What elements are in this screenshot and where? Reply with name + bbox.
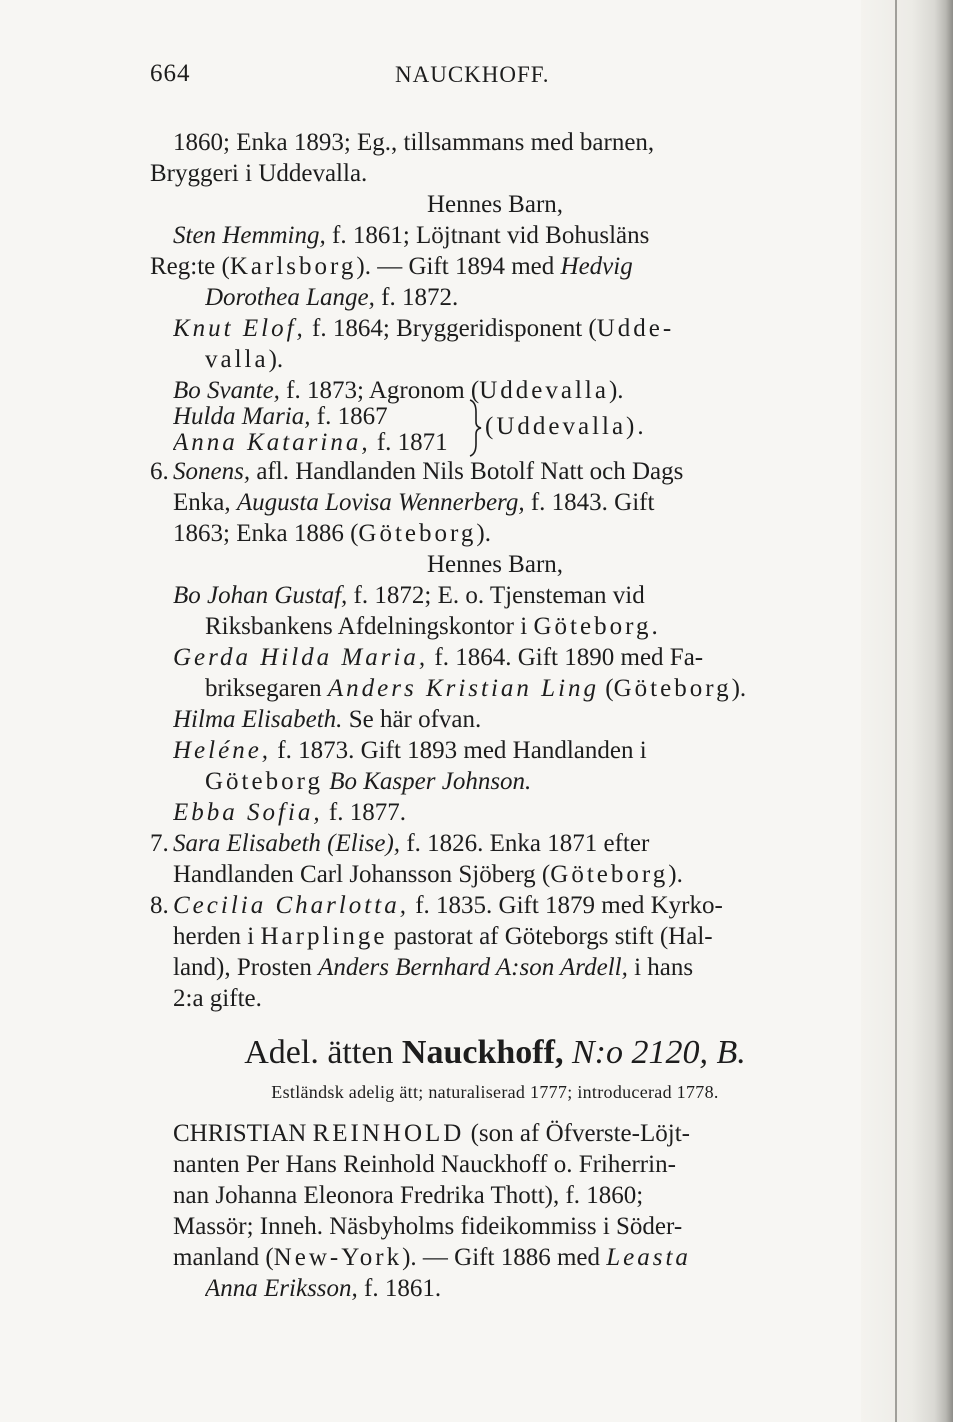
text: N:o 2120, B. [563, 1034, 746, 1071]
text-line [173, 983, 843, 1014]
text-line [173, 1242, 843, 1273]
text: nanten Per Hans Reinhold Nauckhoff o. Friherrin- [173, 1151, 676, 1178]
text-line [173, 1180, 843, 1211]
text-line [205, 673, 875, 704]
text-line [173, 1149, 843, 1180]
text-line [173, 127, 843, 158]
text: Bryggeri i Uddevalla. [150, 160, 368, 187]
text: ). [608, 377, 624, 404]
text: Massör; Inneh. Näsbyholms fideikommiss i Söder- [173, 1213, 683, 1240]
text: pastorat af Göteborgs stift (Hal- [387, 923, 713, 950]
text: 7. [150, 830, 169, 857]
text: Reg:te ( [150, 253, 230, 280]
brace-icon [468, 398, 482, 458]
text-line [173, 828, 843, 859]
text: i hans [627, 954, 694, 981]
family-name: Nauckhoff, [401, 1034, 564, 1071]
text-line [173, 1118, 843, 1149]
text-line [173, 921, 843, 952]
person-name: Anna Katarina, [173, 429, 371, 456]
text: f. 1873. Gift 1893 med Handlanden i [271, 737, 647, 764]
person-name: Knut Elof, [173, 315, 306, 342]
text-line [173, 704, 843, 735]
person-name: Bo Johan Gustaf, [173, 582, 348, 609]
person-name: Sara Elisabeth (Elise), [173, 830, 401, 857]
person-name: Dorothea Lange, [205, 284, 375, 311]
text-line [173, 890, 843, 921]
person-name: CHRISTIAN [173, 1120, 313, 1147]
text-line [150, 158, 820, 189]
text: afl. Handlanden Nils Botolf Natt och Dags [250, 458, 684, 485]
text: f. 1872; E. o. Tjensteman vid [347, 582, 645, 609]
place-name: Karlsborg [229, 253, 357, 280]
person-name: Sonens, [173, 458, 251, 485]
text: briksegaren [205, 675, 328, 702]
person-name: Anders Bernhard A:son Ardell, [318, 954, 628, 981]
text: f. 1872. [374, 284, 459, 311]
text: Estländsk adelig ätt; naturaliserad 1777; introducerad 1778. [271, 1082, 719, 1102]
text-line [205, 1273, 875, 1304]
text-line [173, 220, 843, 251]
person-name: Hulda Maria, [173, 403, 311, 430]
section-heading [150, 549, 840, 580]
text-line [173, 797, 843, 828]
text: ). — Gift 1886 med [402, 1244, 607, 1271]
text: 1860; Enka 1893; Eg., tillsammans med barnen, [173, 129, 655, 156]
place-name: Uddevalla [479, 377, 609, 404]
text: f. 1877. [322, 799, 406, 826]
text-line [173, 952, 843, 983]
text-line [173, 580, 843, 611]
place-name: Göteborg [550, 861, 669, 888]
text: Hennes Barn, [426, 191, 564, 218]
place-name: Harplinge [260, 923, 388, 950]
text-line [150, 251, 820, 282]
text: ). [268, 346, 284, 373]
place-name: Udde- [596, 315, 675, 342]
place-name: Göteborg [205, 768, 323, 795]
person-name: REINHOLD [312, 1120, 465, 1147]
text-line [173, 642, 843, 673]
person-name: Bo Svante, [173, 377, 280, 404]
section-heading [150, 189, 840, 220]
place-name: Göteborg [613, 675, 732, 702]
person-name: Hedvig [560, 253, 633, 280]
text: manland ( [173, 1244, 274, 1271]
text-line [205, 611, 875, 642]
text-line [173, 456, 843, 487]
text: Handlanden Carl Johansson Sjöberg ( [173, 861, 551, 888]
text: Riksbankens Afdelningskontor i [205, 613, 534, 640]
text: 2:a gifte. [173, 985, 262, 1012]
text: Se här ofvan. [342, 706, 482, 733]
text-line [205, 282, 875, 313]
text-line [173, 859, 843, 890]
text: f. 1873; Agronom ( [279, 377, 480, 404]
text-line [173, 313, 843, 344]
place-name: valla [205, 346, 269, 373]
person-name: Ebba Sofia, [173, 799, 323, 826]
text: ). — Gift 1894 med [356, 253, 561, 280]
person-name: Anders Kristian Ling [327, 675, 600, 702]
text: f. 1867 [310, 403, 388, 430]
entry-number [150, 828, 174, 859]
text: f. 1864; Bryggeridisponent ( [305, 315, 597, 342]
place-name: Göteborg [358, 520, 477, 547]
text: 6. [150, 458, 169, 485]
text: f. 1843. Gift [524, 489, 655, 516]
text: 1863; Enka 1886 ( [173, 520, 359, 547]
place-name: (Uddevalla). [485, 413, 647, 440]
text: land), Prosten [173, 954, 319, 981]
brace-text [485, 411, 647, 442]
family-title [150, 1033, 840, 1073]
text: f. 1864. Gift 1890 med Fa- [428, 644, 704, 671]
text-line [173, 487, 843, 518]
person-name: Anna Eriksson, [205, 1275, 358, 1302]
text: f. 1871 [370, 429, 448, 456]
page-header [150, 60, 830, 96]
binding-line [895, 0, 897, 1422]
text: (son af Öfverste-Löjt- [464, 1120, 690, 1147]
text: herden i [173, 923, 261, 950]
text: Hennes Barn, [426, 551, 564, 578]
place-name: Göteborg [533, 613, 652, 640]
page-edge-shadow [861, 0, 953, 1422]
person-name: Heléne, [173, 737, 272, 764]
person-name: Bo Kasper Johnson. [329, 768, 532, 795]
place-name: New-York [273, 1244, 403, 1271]
text: . [651, 613, 658, 640]
person-name: Hilma Elisabeth. [173, 706, 343, 733]
text: f. 1861; Löjtnant vid Bohusläns [325, 222, 650, 249]
family-subtitle [150, 1080, 840, 1104]
text: ). [731, 675, 747, 702]
text-line [205, 766, 875, 797]
person-name: Gerda Hilda Maria, [173, 644, 429, 671]
text: Adel. ätten [244, 1034, 402, 1071]
running-title: NAUCKHOFF. [395, 62, 550, 87]
person-name: Leasta [606, 1244, 691, 1271]
person-name: Cecilia Charlotta, [173, 892, 409, 919]
text: 8. [150, 892, 169, 919]
text: ). [668, 861, 683, 888]
text: nan Johanna Eleonora Fredrika Thott), f. 1860; [173, 1182, 644, 1209]
text: f. 1861. [357, 1275, 442, 1302]
entry-number [150, 890, 174, 921]
text: ). [476, 520, 491, 547]
text: Enka, [173, 489, 237, 516]
text-line [173, 427, 473, 458]
text: ( [599, 675, 614, 702]
entry-number [150, 456, 174, 487]
text: f. 1835. Gift 1879 med Kyrko- [408, 892, 723, 919]
person-name: Augusta Lovisa Wennerberg, [236, 489, 525, 516]
person-name: Sten Hemming, [173, 222, 326, 249]
text-line [205, 344, 875, 375]
text: f. 1826. Enka 1871 efter [400, 830, 650, 857]
text-line [173, 1211, 843, 1242]
text-line [173, 735, 843, 766]
text-line [173, 518, 843, 549]
page-number: 664 [150, 60, 191, 87]
